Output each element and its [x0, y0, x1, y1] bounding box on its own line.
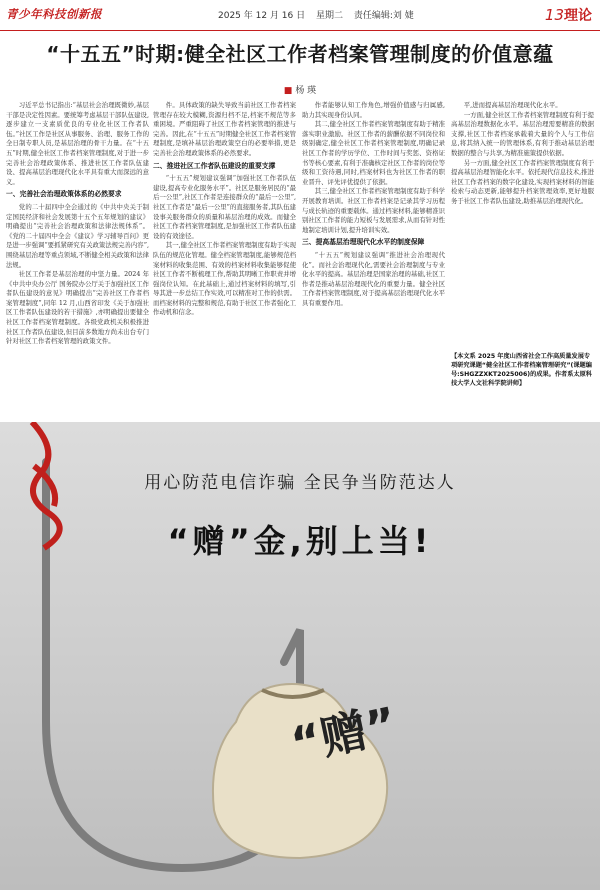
paragraph: “十五五”规划建议强调“推进社会治理现代化”。而社会治理现代化,需要社会治理制度与专业化水平的提高。基层治理是国家治理的基础,社区工作者是推动基层治理现代化的重要力量。健全社区工作者档案管理制度,对于提高基层治理现代化水平具有重要作用。: [302, 250, 445, 307]
paragraph: 一方面,健全社区工作者档案管理制度有利于提高基层治理数据化水平。基层治理需要精准的数据支撑,社区工作者档案承载着大量的个人与工作信息,将其纳入统一的管理体系,有利于推动基层治理数据的整合与共享,为精准施策提供依据。: [451, 110, 594, 157]
bag-character: “赠”: [286, 696, 402, 772]
issue-weekday: 星期二: [316, 11, 344, 21]
paragraph: 其三,健全社区工作者档案管理制度有助于科学开展教育培训。社区工作者档案是记录其学习历程与成长轨迹的重要载体。通过档案材料,能够精准识别社区工作者的能力短板与发展需求,从而有针对性地制定培训计划,提升培训实效。: [302, 187, 445, 234]
page-badge: [545, 5, 592, 25]
article-author: ■ 杨 瑛: [283, 86, 317, 96]
dateline: [218, 8, 422, 21]
section-heading: 一、完善社会治理政策体系的必然要求: [6, 190, 122, 199]
article-title: “十五五”时期:健全社区工作者档案管理制度的价值意蕴: [46, 42, 554, 66]
paragraph: 其二,健全社区工作者档案管理制度有助于精准落实职业激励。社区工作者的薪酬依据不同岗位和级别确定,健全社区工作者档案管理制度,明确记录社区工作者的学历学位、工作时间与奖惩、资格证书等核心要素,有利于准确核定社区工作者的岗位等级和工资待遇,同时,档案材料也为社区工作者的职业晋升、评先评优提供了依据。: [302, 120, 445, 186]
section-heading: 二、推进社区工作者队伍建设的重要支撑: [153, 161, 276, 170]
newspaper-logo: 青少年科技创新报: [6, 7, 102, 21]
article-column-1: [6, 101, 149, 414]
paragraph: “十五五”规划建议强调“加强社区工作者队伍建设,提高专业化服务水平”。社区是服务居民的“最后一公里”,社区工作者是连接群众的“最后一公里”,社区工作者是“最后一公里”的直接服务者,其队伍建设事关服务群众的质量和基层治理的成效。而健全社区工作者档案管理制度,是加强社区工作者队伍建设的有效途径。: [153, 174, 296, 240]
banner-slogan-line1: 用心防范电信诈骗 全民争当防范达人: [144, 473, 456, 493]
banner-slogan-line2: “赠”金,别上当!: [167, 522, 433, 560]
section-name: 理论: [564, 8, 592, 24]
author-marker-icon: ■: [283, 86, 293, 96]
article-column-3: [302, 101, 445, 414]
paragraph: 党的二十届四中全会通过的《中共中央关于制定国民经济和社会发展第十五个五年规划的建议》明确提出“完善社会治理政策和法律法规体系”。《党的二十届四中全会《建议》学习辅导百问》更是进一步强调“要抓紧研究有关政策法规完善内容”,围绕基层治理等重点领域,不断健全相关政策和法律法规。: [6, 202, 149, 269]
paragraph: 另一方面,健全社区工作者档案管理制度有利于提高基层治理智能化水平。依托现代信息技术,推进社区工作者档案的数字化建设,实现档案材料的智能检索与动态更新,能够提升档案管理效率,更好地服务于社区工作者队伍建设,助推基层治理现代化。: [451, 158, 594, 205]
article-column-2: [153, 101, 296, 414]
anti-fraud-banner: [0, 422, 600, 890]
section-heading: 三、提高基层治理现代化水平的制度保障: [302, 238, 425, 247]
paragraph: 其一,健全社区工作者档案管理制度有助于实现队伍的规范化管理。健全档案管理制度,能够规范档案材料的收集范围、有效的档案材料收集能够促使社区工作者不断梳理工作,帮助其明晰工作职责并增强岗位认知。在此基础上,通过档案材料的填写,引导其进一步总结工作实效,可以精准对工作的供需。而档案材料的完整和规范,有助于社区工作者强化工作动机和信念。: [153, 241, 296, 317]
page-number: 13: [544, 6, 564, 24]
paragraph: 件。具体政策的缺失导致当前社区工作者档案管理存在较大模糊,资源归档不足,档案不规范等多重困境。严重阻碍了社区工作者档案管理的推进与完善。因此,在“十五五”时期健全社区工作者档案管理制度,是填补基层治理政策空白的必要举措,更是完善社会治理政策体系的必然要求。: [153, 101, 296, 157]
funding-note: 【本文系 2025 年度山西省社会工作高质量发展专项研究课题“健全社区工作者档案管理研究”(课题编号:SHGZZXKT2025006)的成果。作者系太原科技大学人文社科学院讲师】: [451, 352, 594, 408]
paragraph: 习近平总书记指出:“基层社会治理既微妙,基层干部是决定性因素。要统筹考虑基层干部队伍建设,逐步建立一支素质优良的专业化社区工作者队伍。”社区工作是社区从事服务、治理、服务工作的全日制专职人员,是基层治理的骨干力量。在“十五五”时期,健全社区工作者档案管理制度,对于进一步完善社会治理政策体系、推进社区工作者队伍建设、提高基层治理现代化水平具有重大而深远的意义。: [6, 101, 149, 186]
masthead: [0, 0, 600, 31]
issue-date: 2025 年 12 月 16 日: [218, 11, 306, 21]
hook-illustration: [0, 422, 600, 890]
paragraph: 作者能够认知工作角色,增强价值感与归属感,助力其实现身份认同。: [302, 101, 445, 119]
paragraph: 平,进而提高基层治理现代化水平。: [463, 101, 562, 109]
responsible-editor: 责任编辑:刘 婕: [353, 11, 414, 21]
paragraph: 社区工作者是基层治理的中坚力量。2024 年《中共中央办公厅 国务院办公厅关于加强社区工作者队伍建设的意见》明确提出“完善社区工作者档案管理制度”,同年 12 月,山西省印发《关于加强社区工作者队伍建设的若干措施》,亦明确提出要健全社区工作者档案管理制度。各级党政机关积极推进社区工作者队伍建设,但目前多数地方尚未出台专门针对社区工作者档案管理的政策文件。: [6, 270, 149, 346]
